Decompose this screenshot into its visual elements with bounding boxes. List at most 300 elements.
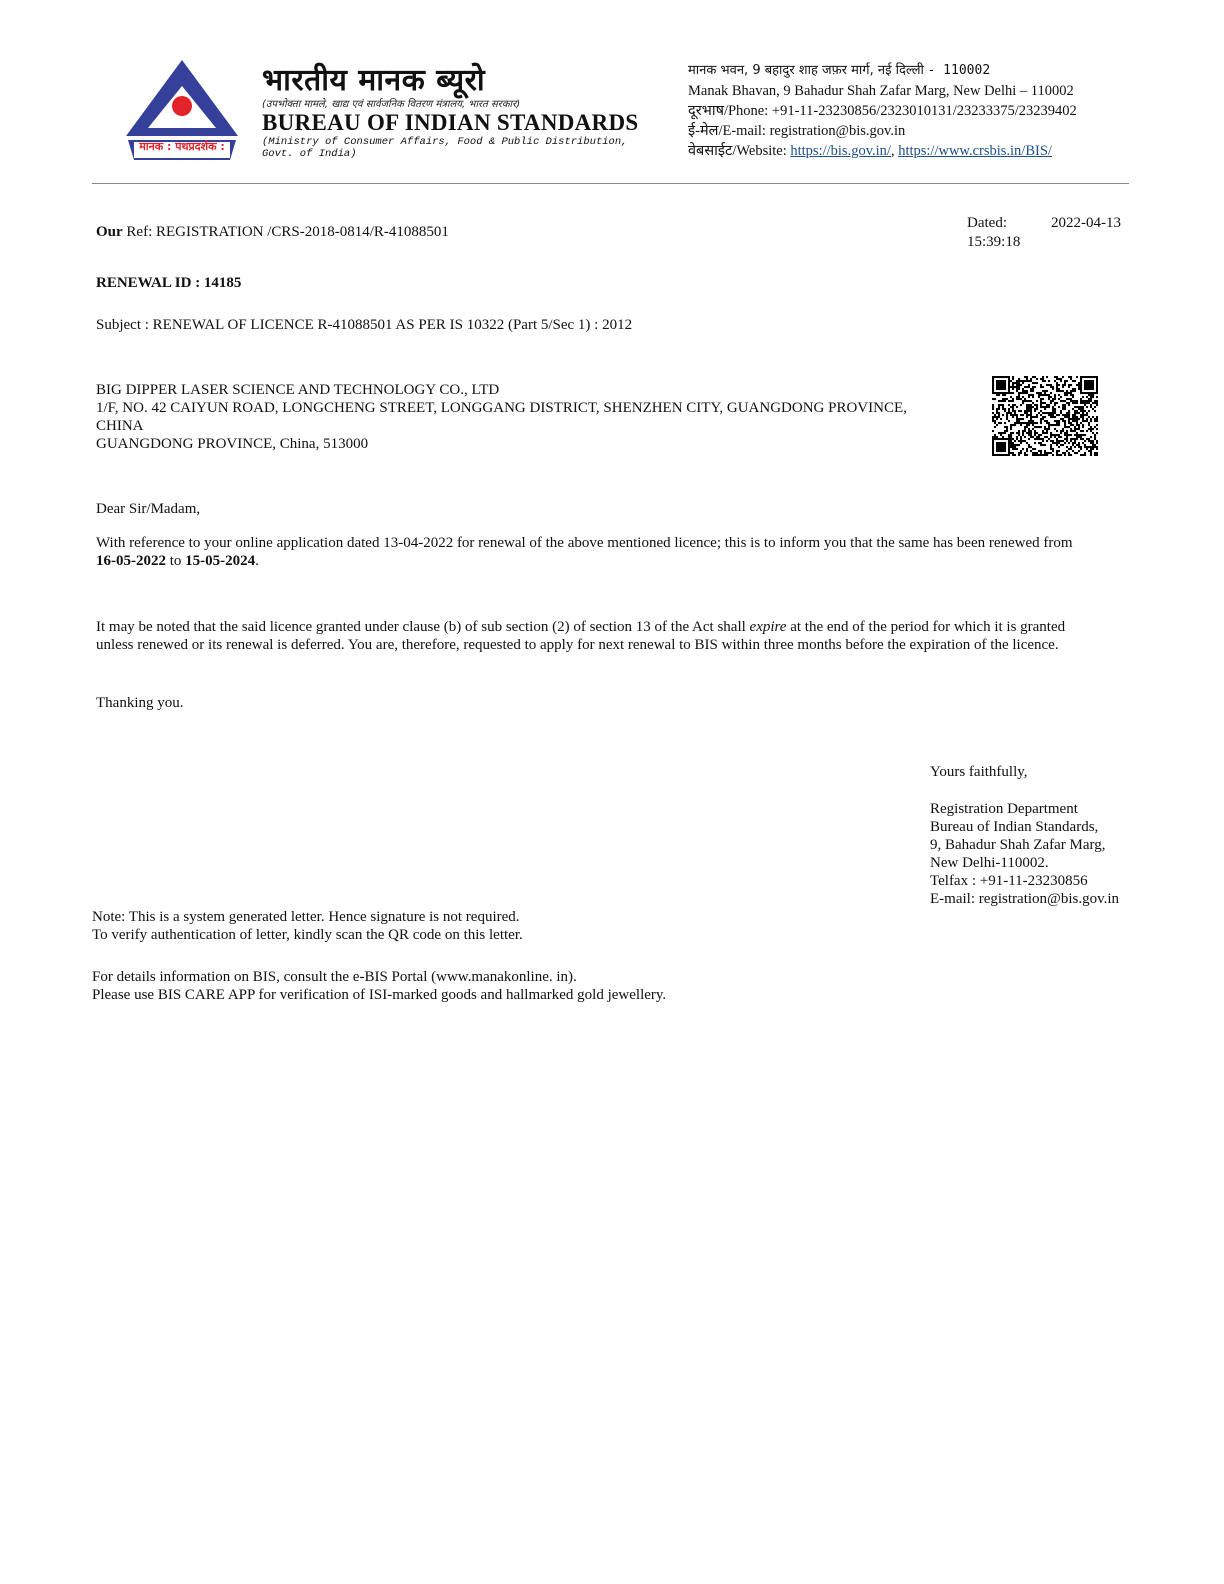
qr-module: [1094, 376, 1096, 378]
qr-module: [1088, 392, 1090, 394]
qr-module: [1014, 448, 1016, 450]
qr-module: [1002, 380, 1004, 382]
qr-module: [1084, 446, 1086, 448]
qr-module: [996, 386, 998, 388]
qr-module: [1000, 434, 1002, 436]
qr-module: [1096, 428, 1098, 430]
qr-module: [1062, 404, 1064, 406]
qr-module: [1022, 380, 1024, 382]
qr-module: [1096, 376, 1098, 378]
qr-module: [1092, 382, 1094, 384]
qr-module: [1094, 434, 1096, 436]
qr-module: [1052, 424, 1054, 426]
qr-module: [1042, 380, 1044, 382]
qr-module: [1088, 438, 1090, 440]
qr-module: [1064, 422, 1066, 424]
qr-module: [998, 414, 1000, 416]
qr-module: [1090, 448, 1092, 450]
qr-module: [992, 382, 994, 384]
footer-line: Please use BIS CARE APP for verification of ISI-marked goods and hallmarked gold jewellery.: [92, 987, 667, 1003]
qr-module: [1050, 414, 1052, 416]
qr-module: [1002, 388, 1004, 390]
qr-module: [1026, 422, 1028, 424]
qr-module: [1080, 416, 1082, 418]
qr-module: [1028, 432, 1030, 434]
qr-module: [1052, 388, 1054, 390]
qr-module: [1082, 454, 1084, 456]
qr-module: [1074, 380, 1076, 382]
qr-module: [1020, 436, 1022, 438]
qr-module: [1018, 380, 1020, 382]
qr-module: [1028, 410, 1030, 412]
qr-module: [1008, 434, 1010, 436]
qr-module: [1006, 392, 1008, 394]
qr-module: [1028, 420, 1030, 422]
qr-module: [1094, 436, 1096, 438]
address-english: Manak Bhavan, 9 Bahadur Shah Zafar Marg, New Delhi – 110002: [688, 83, 1074, 99]
qr-module: [1052, 400, 1054, 402]
website-separator: ,: [890, 143, 895, 159]
qr-module: [1022, 440, 1024, 442]
qr-module: [1004, 398, 1006, 400]
qr-module: [1072, 390, 1074, 392]
qr-module: [1054, 398, 1056, 400]
qr-module: [1066, 394, 1068, 396]
qr-module: [1012, 438, 1014, 440]
qr-module: [1018, 418, 1020, 420]
qr-module: [1054, 396, 1056, 398]
qr-module: [1056, 422, 1058, 424]
qr-module: [1032, 402, 1034, 404]
qr-module: [1056, 450, 1058, 452]
qr-module: [1088, 416, 1090, 418]
qr-module: [1018, 378, 1020, 380]
qr-module: [1036, 408, 1038, 410]
qr-module: [1044, 428, 1046, 430]
qr-module: [992, 416, 994, 418]
qr-module: [1094, 392, 1096, 394]
qr-module: [1090, 426, 1092, 428]
qr-module: [1042, 406, 1044, 408]
qr-module: [1046, 422, 1048, 424]
qr-module: [1054, 394, 1056, 396]
qr-module: [1038, 394, 1040, 396]
qr-module: [1008, 446, 1010, 448]
paragraph-renewal-line-2: [96, 552, 1073, 570]
qr-module: [1076, 416, 1078, 418]
qr-module: [998, 446, 1000, 448]
qr-module: [1070, 448, 1072, 450]
qr-module: [1090, 446, 1092, 448]
qr-module: [1004, 426, 1006, 428]
qr-module: [1036, 438, 1038, 440]
qr-module: [1088, 386, 1090, 388]
qr-module: [1074, 434, 1076, 436]
qr-module: [1088, 428, 1090, 430]
qr-module: [1026, 410, 1028, 412]
qr-module: [1024, 452, 1026, 454]
qr-module: [1078, 418, 1080, 420]
qr-module: [1082, 410, 1084, 412]
qr-module: [1070, 378, 1072, 380]
qr-module: [1016, 390, 1018, 392]
qr-module: [1002, 382, 1004, 384]
qr-module: [1038, 396, 1040, 398]
qr-module: [1040, 406, 1042, 408]
qr-module: [1090, 382, 1092, 384]
qr-module: [1008, 388, 1010, 390]
qr-module: [1076, 406, 1078, 408]
qr-module: [1014, 422, 1016, 424]
qr-module: [1050, 402, 1052, 404]
qr-module: [1064, 392, 1066, 394]
qr-module: [1078, 426, 1080, 428]
qr-module: [1082, 424, 1084, 426]
qr-module: [1086, 420, 1088, 422]
qr-module: [1052, 408, 1054, 410]
qr-module: [1040, 422, 1042, 424]
header-divider: [92, 183, 1129, 184]
qr-module: [1034, 386, 1036, 388]
qr-module: [1002, 404, 1004, 406]
qr-module: [1034, 404, 1036, 406]
qr-module: [992, 446, 994, 448]
qr-module: [1036, 416, 1038, 418]
signature-line: E-mail: registration@bis.gov.in: [930, 891, 1120, 907]
qr-module: [996, 382, 998, 384]
qr-module: [1010, 442, 1012, 444]
qr-module: [1074, 442, 1076, 444]
qr-module: [1012, 452, 1014, 454]
qr-module: [1064, 452, 1066, 454]
qr-module: [1018, 454, 1020, 456]
qr-module: [1076, 424, 1078, 426]
qr-module: [994, 414, 996, 416]
qr-module: [1080, 376, 1082, 378]
qr-module: [992, 406, 994, 408]
qr-module: [1074, 438, 1076, 440]
qr-module: [1028, 406, 1030, 408]
qr-module: [1094, 446, 1096, 448]
qr-module: [1066, 440, 1068, 442]
qr-module: [1012, 392, 1014, 394]
qr-module: [996, 444, 998, 446]
qr-module: [1080, 390, 1082, 392]
qr-module: [1012, 454, 1014, 456]
qr-module: [1088, 446, 1090, 448]
qr-module: [1064, 406, 1066, 408]
qr-module: [998, 442, 1000, 444]
qr-module: [1050, 432, 1052, 434]
qr-module: [992, 418, 994, 420]
qr-module: [1070, 430, 1072, 432]
qr-module: [992, 452, 994, 454]
qr-module: [1018, 422, 1020, 424]
qr-module: [1018, 398, 1020, 400]
qr-module: [1022, 432, 1024, 434]
qr-module: [1032, 454, 1034, 456]
qr-module: [1042, 416, 1044, 418]
qr-module: [1094, 438, 1096, 440]
address-hindi: [688, 60, 1077, 81]
qr-module: [1090, 430, 1092, 432]
qr-module: [1002, 408, 1004, 410]
qr-module: [1044, 392, 1046, 394]
qr-module: [1090, 436, 1092, 438]
qr-module: [1062, 440, 1064, 442]
qr-module: [998, 422, 1000, 424]
qr-module: [1084, 434, 1086, 436]
qr-module: [1072, 420, 1074, 422]
qr-module: [992, 450, 994, 452]
qr-module: [1058, 424, 1060, 426]
qr-module: [1002, 438, 1004, 440]
qr-module: [1078, 386, 1080, 388]
qr-module: [1080, 422, 1082, 424]
qr-module: [1034, 454, 1036, 456]
qr-module: [1080, 400, 1082, 402]
qr-module: [1086, 388, 1088, 390]
qr-module: [1018, 394, 1020, 396]
qr-module: [1068, 434, 1070, 436]
qr-module: [1088, 440, 1090, 442]
qr-module: [1024, 410, 1026, 412]
qr-module: [1030, 414, 1032, 416]
qr-module: [1038, 426, 1040, 428]
qr-module: [1074, 390, 1076, 392]
qr-module: [1020, 384, 1022, 386]
qr-module: [1008, 452, 1010, 454]
qr-module: [1044, 436, 1046, 438]
qr-module: [1060, 380, 1062, 382]
qr-module: [1034, 422, 1036, 424]
qr-module: [1008, 404, 1010, 406]
qr-module: [992, 430, 994, 432]
qr-module: [1006, 438, 1008, 440]
qr-module: [1082, 438, 1084, 440]
qr-module: [1084, 414, 1086, 416]
qr-module: [1020, 404, 1022, 406]
qr-module: [992, 398, 994, 400]
qr-module: [1048, 424, 1050, 426]
qr-module: [1082, 430, 1084, 432]
qr-module: [1070, 390, 1072, 392]
qr-module: [1090, 450, 1092, 452]
qr-module: [1060, 412, 1062, 414]
qr-module: [998, 386, 1000, 388]
ministry-english: [262, 136, 627, 160]
qr-module: [1000, 380, 1002, 382]
qr-module: [1022, 388, 1024, 390]
renewal-to-word: to: [169, 553, 182, 569]
qr-module: [1072, 388, 1074, 390]
qr-module: [1082, 416, 1084, 418]
qr-module: [1062, 428, 1064, 430]
qr-module: [1026, 424, 1028, 426]
qr-module: [1054, 410, 1056, 412]
qr-module: [1048, 426, 1050, 428]
qr-module: [1014, 386, 1016, 388]
qr-module: [1026, 392, 1028, 394]
qr-module: [1010, 452, 1012, 454]
qr-module: [1054, 428, 1056, 430]
qr-module: [1056, 438, 1058, 440]
website-link-bis[interactable]: https://bis.gov.in/: [790, 143, 891, 159]
qr-module: [1086, 412, 1088, 414]
qr-module: [1044, 426, 1046, 428]
qr-module: [1076, 422, 1078, 424]
qr-module: [1014, 410, 1016, 412]
system-note: [92, 908, 523, 944]
renewal-to-date: 15-05-2024: [185, 553, 256, 569]
qr-module: [1012, 388, 1014, 390]
qr-module: [992, 444, 994, 446]
qr-module: [1074, 416, 1076, 418]
signature-line: Bureau of Indian Standards,: [930, 819, 1099, 835]
qr-module: [1018, 410, 1020, 412]
qr-module: [1072, 408, 1074, 410]
qr-module: [1078, 428, 1080, 430]
qr-module: [992, 380, 994, 382]
qr-module: [1012, 386, 1014, 388]
qr-module: [1072, 396, 1074, 398]
qr-module: [996, 436, 998, 438]
qr-module: [1036, 426, 1038, 428]
qr-module: [1092, 380, 1094, 382]
qr-module: [1092, 376, 1094, 378]
qr-module: [1034, 438, 1036, 440]
qr-module: [1066, 430, 1068, 432]
qr-module: [1040, 420, 1042, 422]
qr-module: [1030, 430, 1032, 432]
qr-module: [1012, 410, 1014, 412]
qr-module: [1024, 422, 1026, 424]
qr-module: [992, 442, 994, 444]
qr-module: [1074, 400, 1076, 402]
qr-module: [1042, 376, 1044, 378]
qr-module: [1046, 430, 1048, 432]
qr-module: [1036, 400, 1038, 402]
qr-module: [1018, 434, 1020, 436]
qr-module: [998, 450, 1000, 452]
qr-module: [1026, 406, 1028, 408]
qr-module: [1032, 390, 1034, 392]
qr-module: [1022, 422, 1024, 424]
qr-module: [1020, 410, 1022, 412]
qr-module: [1006, 430, 1008, 432]
qr-module: [1060, 430, 1062, 432]
qr-module: [1094, 452, 1096, 454]
qr-module: [1000, 432, 1002, 434]
qr-module: [1050, 446, 1052, 448]
qr-module: [1086, 414, 1088, 416]
qr-module: [1092, 448, 1094, 450]
qr-module: [1004, 386, 1006, 388]
qr-module: [1072, 450, 1074, 452]
qr-module: [1076, 376, 1078, 378]
qr-module: [1082, 402, 1084, 404]
qr-module: [1084, 444, 1086, 446]
qr-module: [1016, 420, 1018, 422]
qr-module: [1022, 400, 1024, 402]
qr-module: [1068, 386, 1070, 388]
qr-module: [1028, 444, 1030, 446]
qr-module: [1008, 390, 1010, 392]
qr-module: [1034, 410, 1036, 412]
qr-module: [1002, 444, 1004, 446]
qr-module: [1048, 438, 1050, 440]
qr-module: [1078, 406, 1080, 408]
qr-module: [1022, 396, 1024, 398]
qr-module: [1096, 442, 1098, 444]
qr-module: [1034, 452, 1036, 454]
paragraph-renewal-line-1: With reference to your online application dated 13-04-2022 for renewal of the above mentioned licence; this is to inform you that the same has been renewed from: [96, 535, 1073, 551]
qr-module: [1042, 418, 1044, 420]
qr-module: [1024, 398, 1026, 400]
qr-module: [1028, 386, 1030, 388]
addressee-line: GUANGDONG PROVINCE, China, 513000: [96, 436, 369, 452]
qr-module: [1074, 428, 1076, 430]
qr-module: [1012, 376, 1014, 378]
qr-module: [1034, 382, 1036, 384]
qr-module: [1096, 382, 1098, 384]
qr-module: [1080, 380, 1082, 382]
address-hindi-text: मानक भवन, 9 बहादुर शाह जफ़र मार्ग, नई दिल्ली: [688, 63, 924, 78]
qr-code: [992, 376, 1098, 456]
website-link-crsbis[interactable]: https://www.crsbis.in/BIS/: [898, 143, 1052, 159]
qr-module: [1086, 382, 1088, 384]
qr-module: [1058, 450, 1060, 452]
qr-module: [1004, 382, 1006, 384]
qr-module: [1046, 376, 1048, 378]
qr-module: [1002, 406, 1004, 408]
qr-module: [1008, 454, 1010, 456]
qr-module: [1096, 390, 1098, 392]
qr-module: [1082, 396, 1084, 398]
reference-line: [96, 223, 449, 241]
qr-module: [1036, 406, 1038, 408]
qr-module: [1062, 418, 1064, 420]
qr-module: [1070, 440, 1072, 442]
qr-module: [1026, 376, 1028, 378]
qr-module: [1004, 432, 1006, 434]
qr-module: [1080, 430, 1082, 432]
qr-module: [1016, 416, 1018, 418]
qr-module: [1084, 384, 1086, 386]
qr-module: [1096, 386, 1098, 388]
qr-module: [1066, 432, 1068, 434]
qr-module: [1040, 452, 1042, 454]
qr-module: [998, 406, 1000, 408]
qr-module: [1054, 442, 1056, 444]
qr-module: [1064, 442, 1066, 444]
qr-module: [1042, 432, 1044, 434]
qr-module: [994, 376, 996, 378]
qr-module: [1058, 394, 1060, 396]
qr-module: [1048, 406, 1050, 408]
qr-module: [1070, 428, 1072, 430]
qr-module: [1022, 418, 1024, 420]
qr-module: [1068, 404, 1070, 406]
qr-module: [1036, 404, 1038, 406]
qr-module: [1058, 398, 1060, 400]
qr-module: [998, 408, 1000, 410]
qr-module: [1096, 392, 1098, 394]
qr-module: [1062, 408, 1064, 410]
qr-module: [1026, 404, 1028, 406]
qr-module: [1072, 444, 1074, 446]
qr-module: [1024, 454, 1026, 456]
